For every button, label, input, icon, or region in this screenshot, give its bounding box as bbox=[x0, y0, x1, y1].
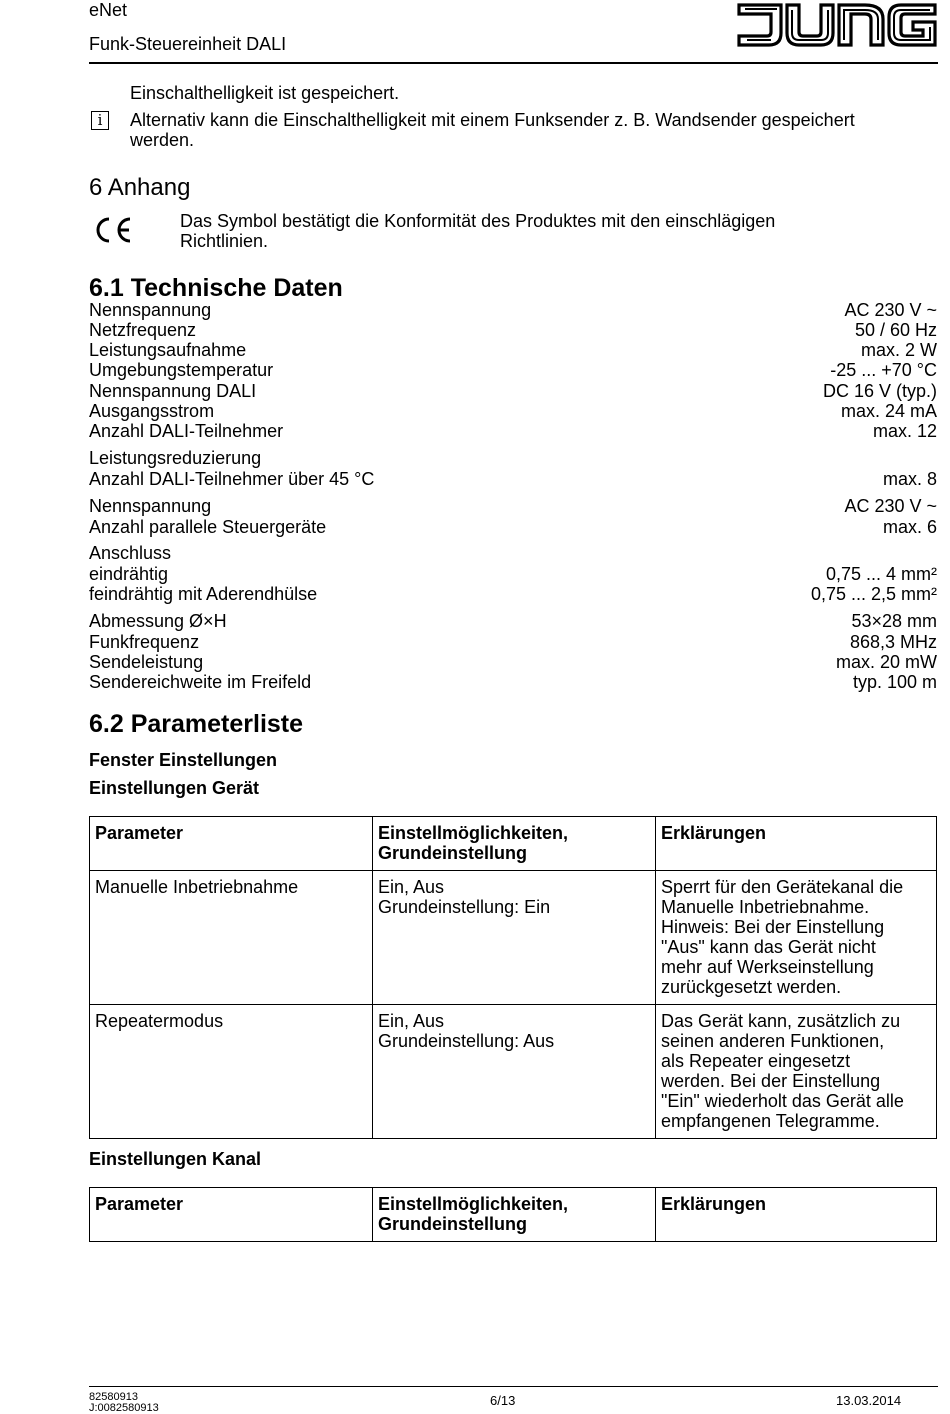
param-name: Repeatermodus bbox=[90, 1005, 373, 1139]
header-options bbox=[373, 1188, 656, 1242]
spec-value: 50 / 60 Hz bbox=[854, 320, 937, 340]
spec-value: -25 ... +70 °C bbox=[830, 360, 937, 380]
header-parameter: Parameter bbox=[90, 1188, 373, 1242]
option-values: Ein, Aus bbox=[378, 877, 445, 897]
header-options-line-1: Einstellmöglichkeiten, bbox=[378, 823, 569, 843]
spec-value: typ. 100 m bbox=[852, 672, 937, 692]
option-default: Grundeinstellung: Ein bbox=[378, 897, 551, 917]
info-text-line-2: werden. bbox=[130, 130, 195, 150]
spec-label: Sendeleistung bbox=[89, 652, 204, 672]
spec-label: Leistungsaufnahme bbox=[89, 340, 247, 360]
explanation-line: Das Gerät kann, zusätzlich zu bbox=[661, 1011, 901, 1031]
spec-label: Umgebungstemperatur bbox=[89, 360, 274, 380]
spec-label: Anzahl parallele Steuergeräte bbox=[89, 517, 327, 537]
section-6-title: 6 Anhang bbox=[89, 174, 191, 201]
device-parameter-table bbox=[89, 816, 937, 1139]
spec-label: Nennspannung bbox=[89, 496, 212, 516]
spec-row bbox=[89, 543, 937, 563]
section-6-1-title: 6.1 Technische Daten bbox=[89, 274, 343, 302]
explanation-line: Manuelle Inbetriebnahme. bbox=[661, 897, 870, 917]
spec-label: eindrähtig bbox=[89, 564, 169, 584]
explanation-line: Hinweis: Bei der Einstellung bbox=[661, 917, 885, 937]
spec-value: DC 16 V (typ.) bbox=[822, 381, 937, 401]
explanation-line: werden. Bei der Einstellung bbox=[661, 1071, 881, 1091]
spec-row bbox=[89, 381, 937, 401]
spec-value: 0,75 ... 2,5 mm² bbox=[810, 584, 937, 604]
header-product: Funk-Steuereinheit DALI bbox=[89, 34, 287, 54]
param-explanation bbox=[656, 1005, 937, 1139]
channel-parameter-table bbox=[89, 1187, 937, 1242]
footer-date: 13.03.2014 bbox=[836, 1393, 902, 1408]
intro-line: Einschalthelligkeit ist gespeichert. bbox=[130, 83, 400, 103]
option-values: Ein, Aus bbox=[378, 1011, 445, 1031]
spec-label: feindrähtig mit Aderendhülse bbox=[89, 584, 318, 604]
spec-value: 868,3 MHz bbox=[849, 632, 937, 652]
explanation-line: mehr auf Werkseinstellung bbox=[661, 957, 874, 977]
spec-value: max. 24 mA bbox=[840, 401, 937, 421]
spec-label: Sendereichweite im Freifeld bbox=[89, 672, 312, 692]
spec-label: Anzahl DALI-Teilnehmer über 45 °C bbox=[89, 469, 375, 489]
spec-value: AC 230 V ~ bbox=[844, 300, 937, 320]
spec-label: Leistungsreduzierung bbox=[89, 448, 262, 468]
param-options bbox=[373, 871, 656, 1005]
spec-row bbox=[89, 517, 937, 537]
spec-label: Nennspannung bbox=[89, 300, 212, 320]
param-name: Manuelle Inbetriebnahme bbox=[90, 871, 373, 1005]
header-parameter: Parameter bbox=[90, 817, 373, 871]
spec-row bbox=[89, 340, 937, 360]
info-icon: i bbox=[91, 111, 109, 130]
spec-value: max. 20 mW bbox=[835, 652, 937, 672]
spec-row bbox=[89, 632, 937, 652]
window-heading: Fenster Einstellungen bbox=[89, 750, 278, 770]
table-header-row bbox=[90, 1188, 937, 1242]
spec-row bbox=[89, 564, 937, 584]
spec-row bbox=[89, 360, 937, 380]
ce-text-line-2: Richtlinien. bbox=[180, 231, 269, 251]
spec-label: Nennspannung DALI bbox=[89, 381, 257, 401]
explanation-line: empfangenen Telegramme. bbox=[661, 1111, 880, 1131]
param-explanation bbox=[656, 871, 937, 1005]
spec-value: max. 6 bbox=[882, 517, 937, 537]
table-header-row bbox=[90, 817, 937, 871]
spec-row bbox=[89, 448, 937, 468]
header-explanations: Erklärungen bbox=[656, 1188, 937, 1242]
header-options-line-2: Grundeinstellung bbox=[378, 1214, 528, 1234]
table-row bbox=[90, 871, 937, 1005]
header-divider bbox=[89, 62, 938, 64]
table-row bbox=[90, 1005, 937, 1139]
spec-label: Anschluss bbox=[89, 543, 172, 563]
spec-value: max. 12 bbox=[872, 421, 937, 441]
spec-row bbox=[89, 672, 937, 692]
spec-value: 53×28 mm bbox=[851, 611, 937, 631]
spec-value: 0,75 ... 4 mm² bbox=[825, 564, 937, 584]
info-text-line-1: Alternativ kann die Einschalthelligkeit mit einem Funksender z. B. Wandsender gespeichert bbox=[130, 110, 855, 130]
spec-value: AC 230 V ~ bbox=[844, 496, 937, 516]
jung-logo-icon bbox=[737, 2, 938, 53]
spec-label: Funkfrequenz bbox=[89, 632, 200, 652]
spec-row bbox=[89, 300, 937, 320]
explanation-line: "Ein" wiederholt das Gerät alle bbox=[661, 1091, 904, 1111]
spec-row bbox=[89, 421, 937, 441]
spec-row bbox=[89, 320, 937, 340]
explanation-line: "Aus" kann das Gerät nicht bbox=[661, 937, 876, 957]
explanation-line: als Repeater eingesetzt bbox=[661, 1051, 851, 1071]
option-default: Grundeinstellung: Aus bbox=[378, 1031, 555, 1051]
param-options bbox=[373, 1005, 656, 1139]
spec-label: Abmessung Ø×H bbox=[89, 611, 227, 631]
spec-value: max. 2 W bbox=[860, 340, 937, 360]
ce-text-line-1: Das Symbol bestätigt die Konformität des Produktes mit den einschlägigen bbox=[180, 211, 776, 231]
spec-row bbox=[89, 652, 937, 672]
footer-code-1: 82580913 bbox=[89, 1391, 138, 1403]
header-options-line-1: Einstellmöglichkeiten, bbox=[378, 1194, 569, 1214]
spec-row bbox=[89, 611, 937, 631]
spec-value: max. 8 bbox=[882, 469, 937, 489]
explanation-line: seinen anderen Funktionen, bbox=[661, 1031, 885, 1051]
footer-divider bbox=[89, 1386, 938, 1387]
ce-mark-icon bbox=[92, 215, 134, 250]
spec-row bbox=[89, 496, 937, 516]
explanation-line: Sperrt für den Gerätekanal die bbox=[661, 877, 904, 897]
header-explanations: Erklärungen bbox=[656, 817, 937, 871]
spec-row bbox=[89, 469, 937, 489]
spec-label: Anzahl DALI-Teilnehmer bbox=[89, 421, 284, 441]
header-options bbox=[373, 817, 656, 871]
spec-row bbox=[89, 401, 937, 421]
device-settings-heading: Einstellungen Gerät bbox=[89, 778, 260, 798]
explanation-line: zurückgesetzt werden. bbox=[661, 977, 842, 997]
spec-row bbox=[89, 584, 937, 604]
spec-label: Ausgangsstrom bbox=[89, 401, 215, 421]
header-brand: eNet bbox=[89, 0, 128, 20]
spec-label: Netzfrequenz bbox=[89, 320, 197, 340]
section-6-2-title: 6.2 Parameterliste bbox=[89, 710, 304, 738]
footer-page-number: 6/13 bbox=[490, 1393, 516, 1408]
header-options-line-2: Grundeinstellung bbox=[378, 843, 528, 863]
channel-settings-heading: Einstellungen Kanal bbox=[89, 1149, 262, 1169]
footer-code-2: J:0082580913 bbox=[89, 1402, 159, 1414]
